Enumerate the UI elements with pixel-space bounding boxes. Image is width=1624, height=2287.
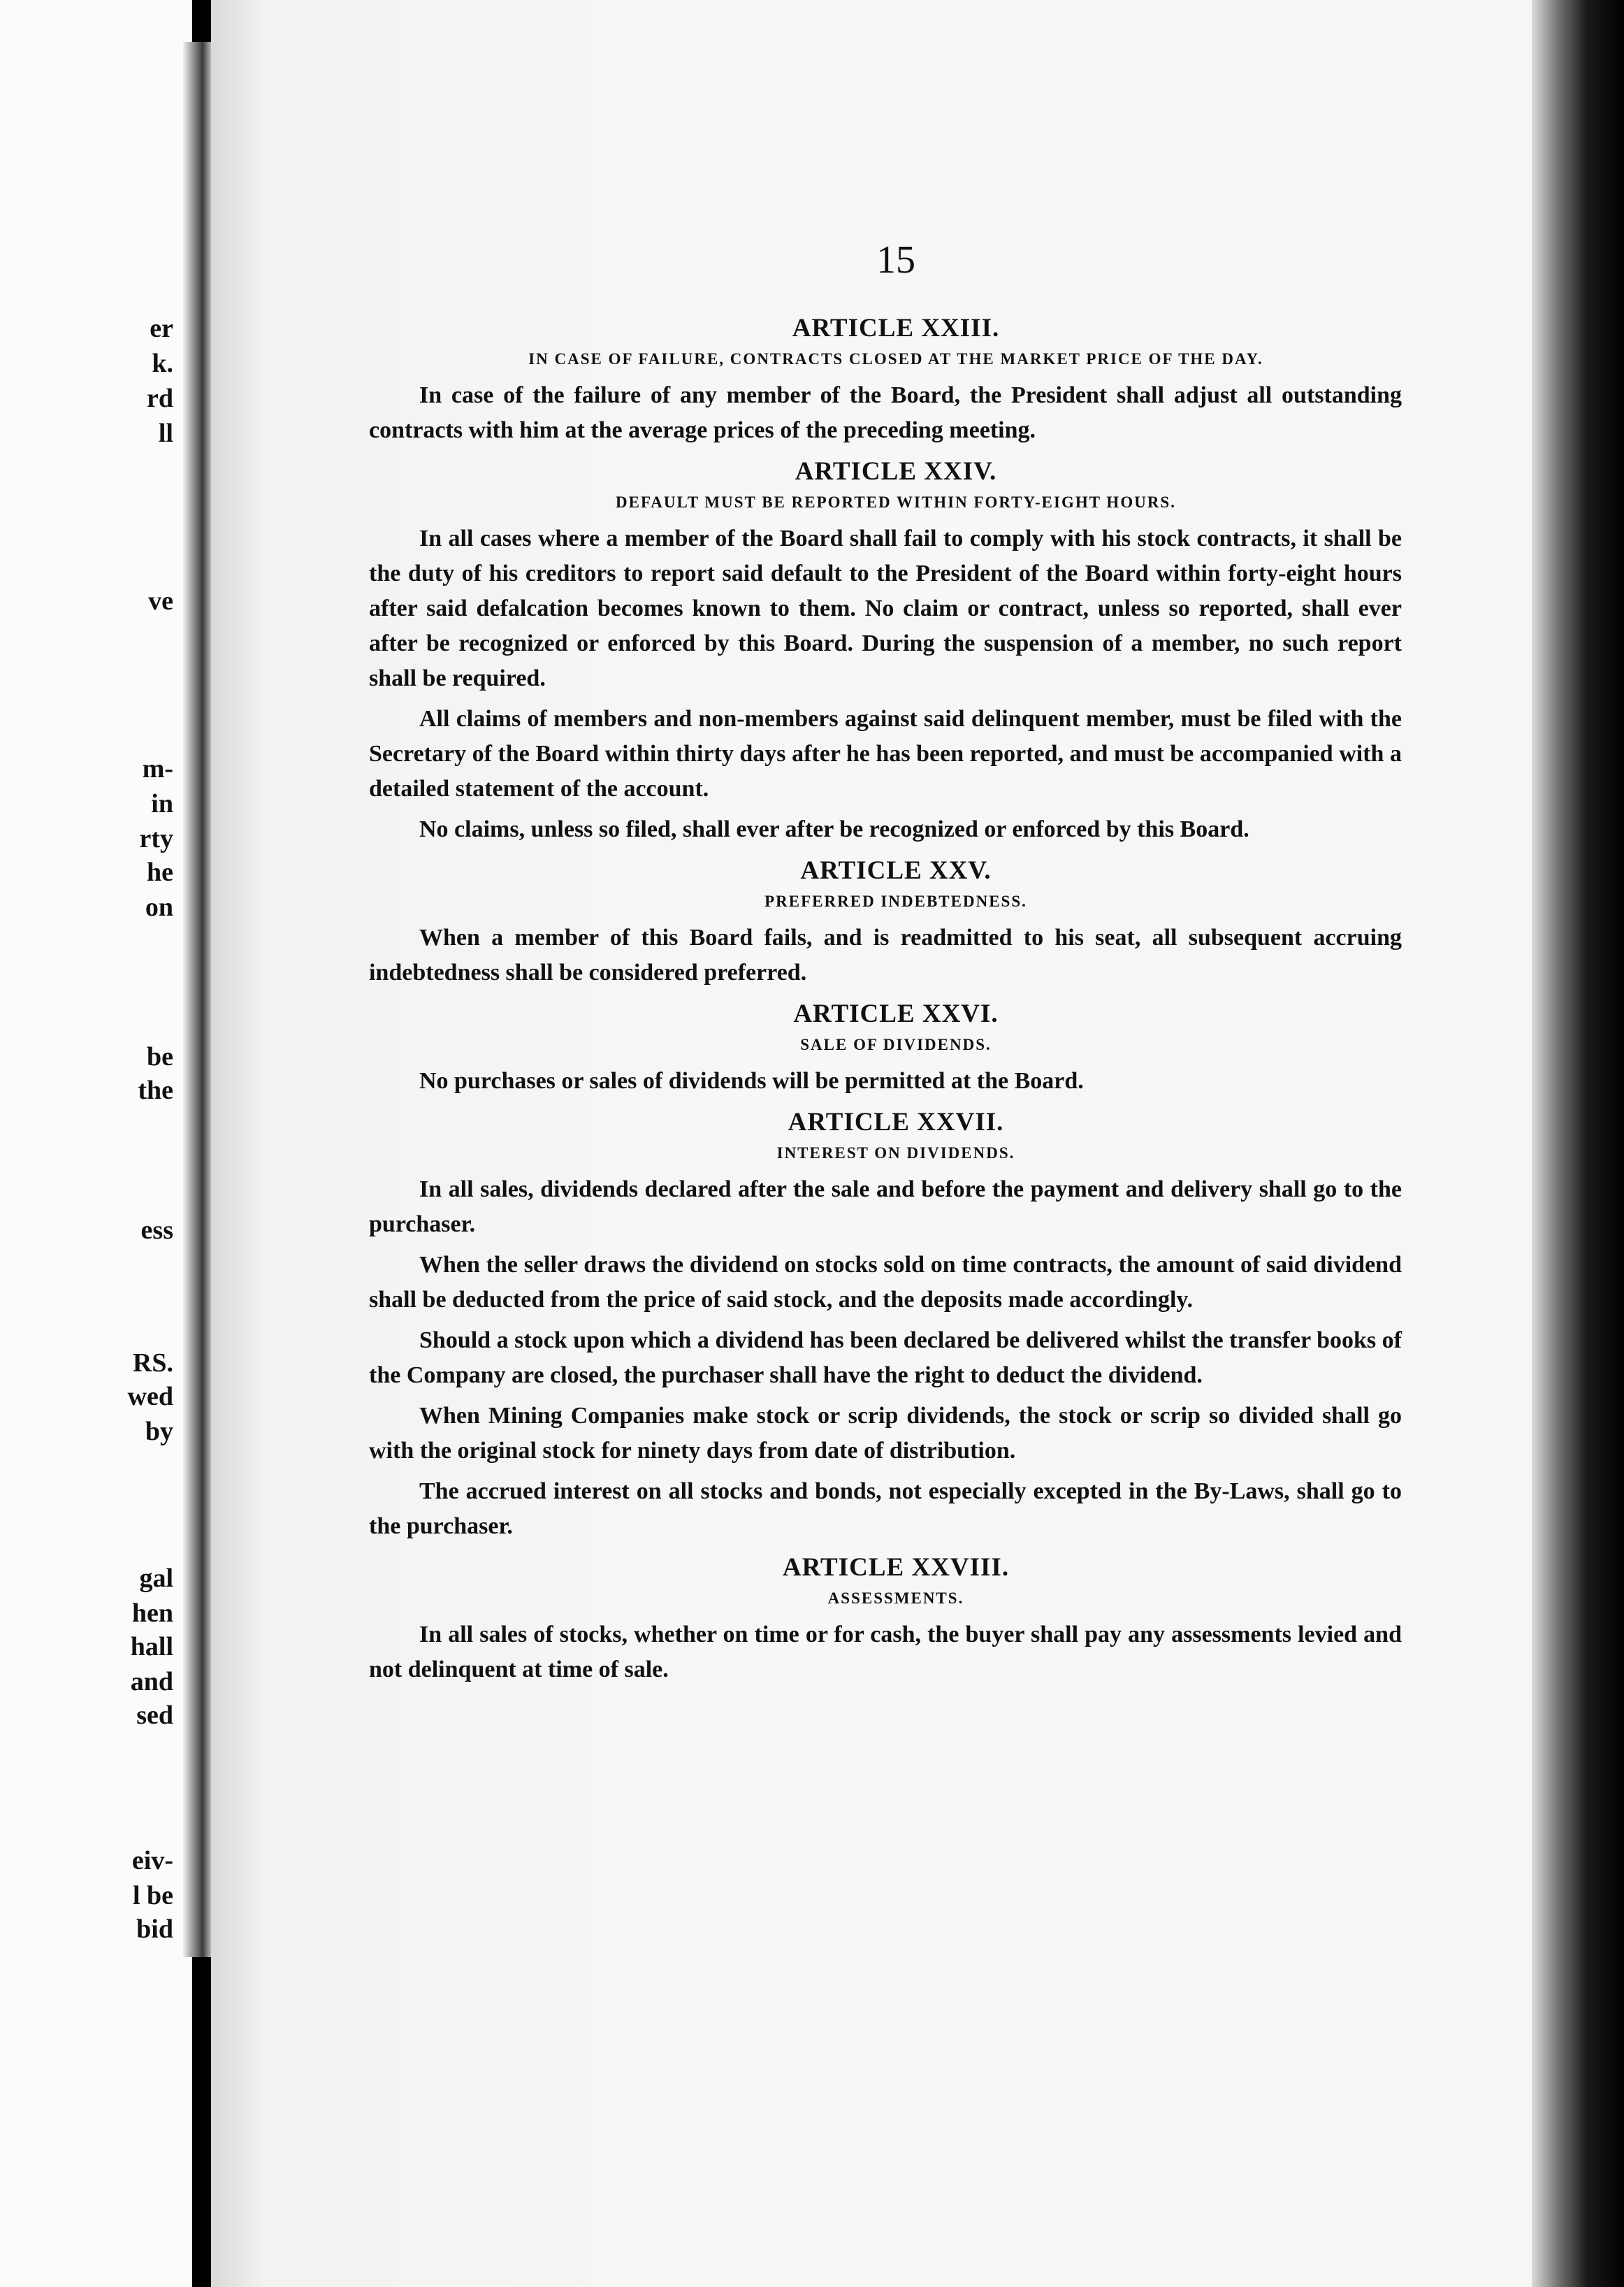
left-page-fragment: ess bbox=[140, 1215, 173, 1245]
article-subtitle: SALE OF DIVIDENDS. bbox=[800, 1036, 992, 1053]
left-page-fragment: eiv- bbox=[131, 1846, 173, 1875]
left-page-fragment: rd bbox=[147, 384, 173, 413]
article-subtitle: INTEREST ON DIVIDENDS. bbox=[776, 1144, 1015, 1162]
article-subtitle: PREFERRED INDEBTEDNESS. bbox=[764, 893, 1027, 910]
article-title: ARTICLE XXV. bbox=[800, 856, 992, 885]
article-paragraph: Should a stock upon which a dividend has been declared be delivered whilst the transfer books of the Company are closed, the purchaser shall have the right to deduct the dividend. bbox=[369, 1327, 1402, 1388]
left-page-fragment: and bbox=[130, 1667, 173, 1696]
article-paragraph: No purchases or sales of dividends will be permitted at the Board. bbox=[419, 1068, 1084, 1094]
article-title: ARTICLE XXIII. bbox=[792, 314, 1000, 342]
left-page-fragment: the bbox=[138, 1076, 173, 1105]
left-page-fragment: by bbox=[145, 1417, 173, 1446]
left-page-text-fragments bbox=[0, 0, 183, 2287]
left-page bbox=[0, 0, 192, 2287]
article-paragraph: When a member of this Board fails, and is readmitted to his seat, all subsequent accruing indebtedness shall be considered preferred. bbox=[369, 925, 1402, 986]
left-page-fragment: er bbox=[150, 314, 173, 343]
article-subtitle: DEFAULT MUST BE REPORTED WITHIN FORTY-EIGHT HOURS. bbox=[616, 493, 1176, 511]
left-page-fragment: hen bbox=[131, 1599, 173, 1628]
left-page-fragment: wed bbox=[127, 1382, 173, 1411]
left-page-fragment: gal bbox=[139, 1564, 173, 1593]
left-page-fragment: be bbox=[147, 1042, 173, 1072]
left-page-fragment: ve bbox=[148, 586, 173, 616]
article-paragraph: When Mining Companies make stock or scrip dividends, the stock or scrip so divided shall go with the original stock for ninety days from date of distribution. bbox=[369, 1403, 1402, 1464]
article-subtitle: IN CASE OF FAILURE, CONTRACTS CLOSED AT THE MARKET PRICE OF THE DAY. bbox=[528, 350, 1263, 368]
left-page-fragment: sed bbox=[136, 1701, 173, 1730]
article-title: ARTICLE XXVIII. bbox=[782, 1553, 1010, 1582]
left-page-fragment: m- bbox=[142, 754, 173, 784]
article-paragraph: The accrued interest on all stocks and bonds, not especially excepted in the By-Laws, shall go to the purchaser. bbox=[369, 1478, 1402, 1539]
article-paragraph: In all sales of stocks, whether on time or for cash, the buyer shall pay any assessments levied and not delinquent at time of sale. bbox=[369, 1622, 1402, 1682]
article-paragraph: In case of the failure of any member of the Board, the President shall adjust all outstanding contracts with him at the average prices of the preceding meeting. bbox=[369, 382, 1402, 443]
book-gutter bbox=[183, 42, 211, 1957]
left-page-fragment: on bbox=[145, 893, 173, 922]
left-page-fragment: RS. bbox=[132, 1348, 173, 1378]
article-xxvii bbox=[369, 1107, 1402, 1544]
article-title: ARTICLE XXVI. bbox=[793, 1000, 999, 1028]
article-title: ARTICLE XXIV. bbox=[795, 457, 997, 486]
left-page-fragment: hall bbox=[130, 1632, 173, 1661]
article-xxiii bbox=[369, 313, 1402, 448]
article-title: ARTICLE XXVII. bbox=[788, 1108, 1004, 1137]
left-page-fragment: l be bbox=[132, 1881, 173, 1910]
left-page-fragment: rty bbox=[139, 824, 173, 853]
article-paragraph: No claims, unless so filed, shall ever after be recognized or enforced by this Board. bbox=[419, 816, 1249, 842]
article-xxv bbox=[369, 856, 1402, 990]
article-xxviii bbox=[369, 1552, 1402, 1687]
page-edge-shadow bbox=[1532, 0, 1624, 2287]
article-paragraph: When the seller draws the dividend on stocks sold on time contracts, the amount of said dividend shall be deducted from the price of said stock, and the deposits made accordingly. bbox=[369, 1252, 1402, 1313]
page-content bbox=[369, 238, 1402, 1696]
article-paragraph: All claims of members and non-members against said delinquent member, must be filed with the Secretary of the Board within thirty days after he has been reported, and must be accompanied with a detailed statement of the account. bbox=[369, 706, 1402, 802]
left-page-fragment: in bbox=[151, 789, 173, 818]
article-paragraph: In all cases where a member of the Board shall fail to comply with his stock contracts, it shall be the duty of his creditors to report said default to the President of the Board within forty-eight hours after said defalcation becomes known to them. No claim or contract, unless so reported, shall ever after be recognized or enforced by this Board. During the suspension of a member, no such report shall be required. bbox=[369, 526, 1402, 691]
article-subtitle: ASSESSMENTS. bbox=[827, 1589, 964, 1607]
article-xxiv bbox=[369, 456, 1402, 847]
left-page-fragment: k. bbox=[152, 349, 173, 378]
article-xxvi bbox=[369, 999, 1402, 1099]
left-page-fragment: bid bbox=[136, 1914, 173, 1944]
page-number: 15 bbox=[876, 238, 915, 282]
left-page-fragment: ll bbox=[158, 419, 173, 448]
article-paragraph: In all sales, dividends declared after the sale and before the payment and delivery shall go to the purchaser. bbox=[369, 1176, 1402, 1237]
left-page-fragment: he bbox=[147, 858, 173, 887]
